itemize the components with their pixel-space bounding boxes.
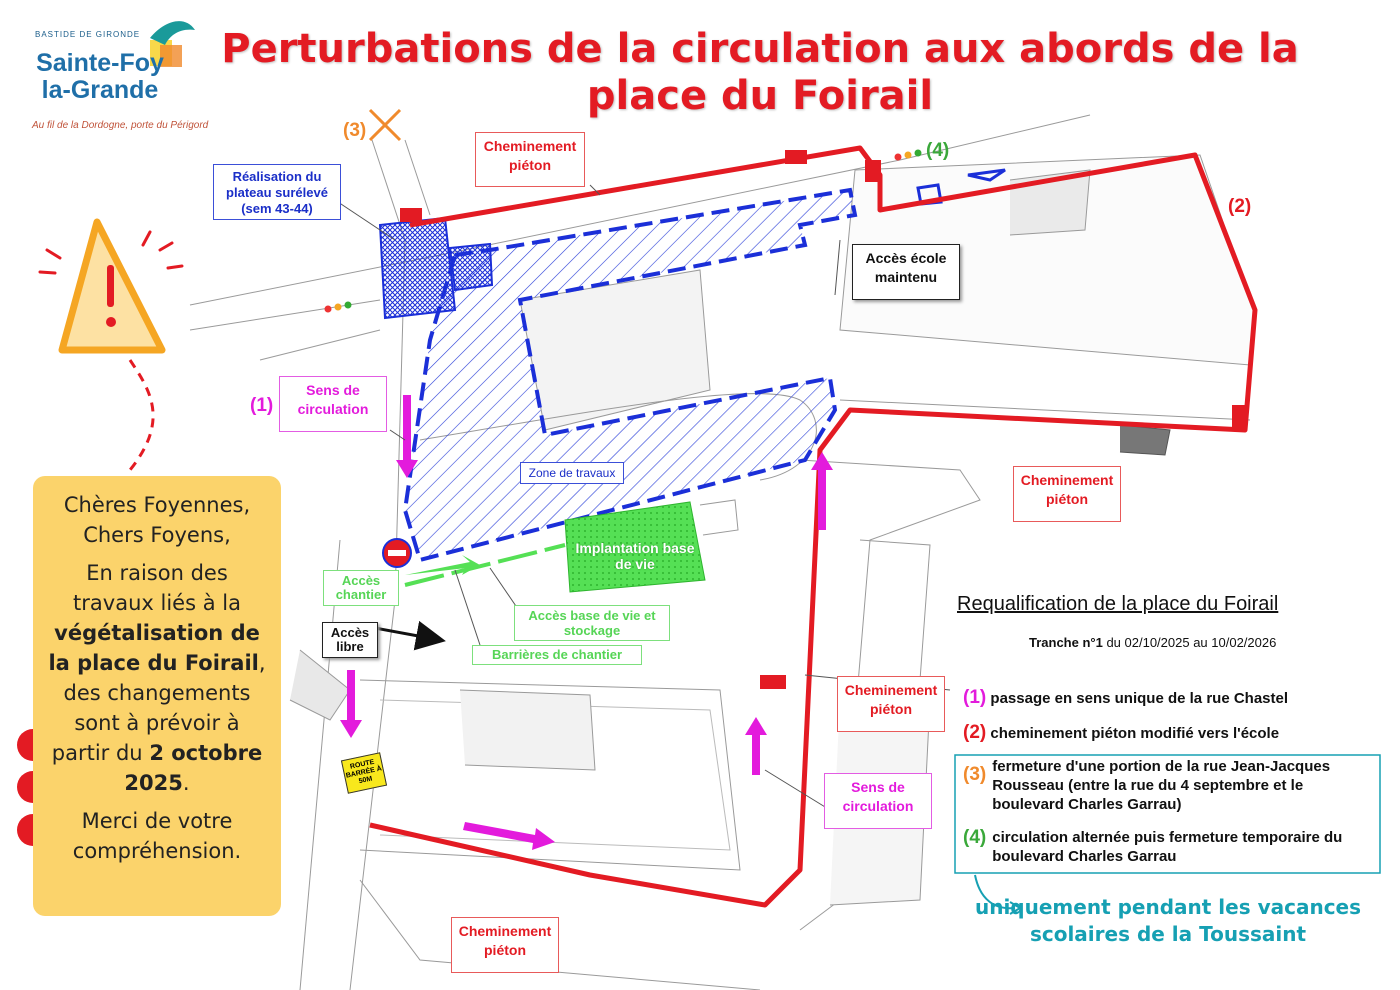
letter-greeting-1: Chères Foyennes, (63, 493, 251, 517)
legend-tranche-dates: du 02/10/2025 au 10/02/2026 (1102, 635, 1277, 650)
callout-acces-chantier: Accès chantier (323, 570, 399, 606)
route-barree-sign: ROUTE BARRÉE À 50M (341, 752, 387, 794)
callout-acces-libre: Accès libre (322, 622, 378, 658)
logo-slogan: Au fil de la Dordogne, porte du Périgord (32, 120, 209, 131)
logo-tagline: BASTIDE DE GIRONDE (35, 30, 141, 39)
label-implantation: Implantation base de vie (575, 540, 695, 572)
legend-title: Requalification de la place du Foirail (957, 593, 1279, 615)
no-entry-sign (383, 539, 411, 567)
legend-tranche-bold: Tranche n°1 (1029, 635, 1103, 650)
map-number-3: (3) (343, 120, 367, 141)
callout-cheminement-bottom: Cheminement piéton (451, 917, 559, 973)
callout-cheminement-right: Cheminement piéton (1013, 466, 1121, 522)
legend-num-3: (3) (963, 764, 987, 785)
letter-date: 2 octobre 2025 (124, 741, 263, 795)
legend-num-4: (4) (963, 827, 987, 848)
callout-acces-base: Accès base de vie et stockage (514, 605, 670, 641)
map-number-1: (1) (250, 395, 274, 416)
callout-cheminement-mid: Cheminement piéton (837, 676, 945, 732)
plateau-grid (380, 218, 455, 318)
legend-item-1 (963, 687, 1383, 709)
plateau-grid-2 (450, 244, 492, 290)
legend-item-2 (963, 722, 1383, 744)
callout-plateau: Réalisation du plateau surélevé (sem 43-44) (213, 164, 341, 220)
legend-text-4: circulation alternée puis fermeture temporaire du boulevard Charles Garrau (992, 829, 1343, 865)
legend-text-3: fermeture d'une portion de la rue Jean-Jacques Rousseau (entre la rue du 4 septembre et le boulevard Charles Garrau) (992, 758, 1331, 813)
map-number-2: (2) (1228, 196, 1252, 217)
letter-greeting-2: Chers Foyens, (83, 523, 231, 547)
legend-tranche (1029, 635, 1276, 650)
legend-item-3 (963, 757, 1375, 814)
letter-body-bold: végétalisation de la place du Foirail (48, 621, 260, 675)
logo-name-line2: la-Grande (41, 76, 159, 104)
callout-acces-ecole: Accès école maintenu (852, 244, 960, 300)
page-title: Perturbations de la circulation aux abords de la place du Foirail (221, 26, 1299, 119)
green-access-arrow (405, 555, 480, 575)
callout-zone-travaux: Zone de travaux (520, 462, 624, 484)
callout-sens-left: Sens de circulation (279, 376, 387, 432)
logo-name-line1: Sainte-Foy (36, 49, 164, 77)
legend-text-1: passage en sens unique de la rue Chastel (990, 690, 1289, 707)
callout-sens-right: Sens de circulation (824, 773, 932, 829)
letter-thanks: Merci de votre compréhension. (72, 809, 242, 863)
letter-date-suffix: . (182, 771, 190, 795)
toussaint-note: uniquement pendant les vacances scolaires de la Toussaint (974, 895, 1362, 946)
legend-item-4 (963, 828, 1375, 866)
legend-num-1: (1) (963, 687, 987, 708)
logo-name (20, 50, 180, 104)
legend-text-2: cheminement piéton modifié vers l'école (990, 725, 1280, 742)
legend-num-2: (2) (963, 722, 987, 743)
warning-triangle-icon (40, 222, 182, 470)
callout-cheminement-top: Cheminement piéton (475, 132, 585, 187)
notice-letter (33, 476, 281, 916)
callout-barrieres: Barrières de chantier (472, 645, 642, 665)
letter-body-after: , des changements sont à prévoir à partir du (51, 651, 266, 765)
acces-libre-arrow (375, 628, 440, 640)
map-number-4: (4) (926, 140, 950, 161)
letter-body-before: En raison des travaux liés à la (73, 561, 241, 615)
